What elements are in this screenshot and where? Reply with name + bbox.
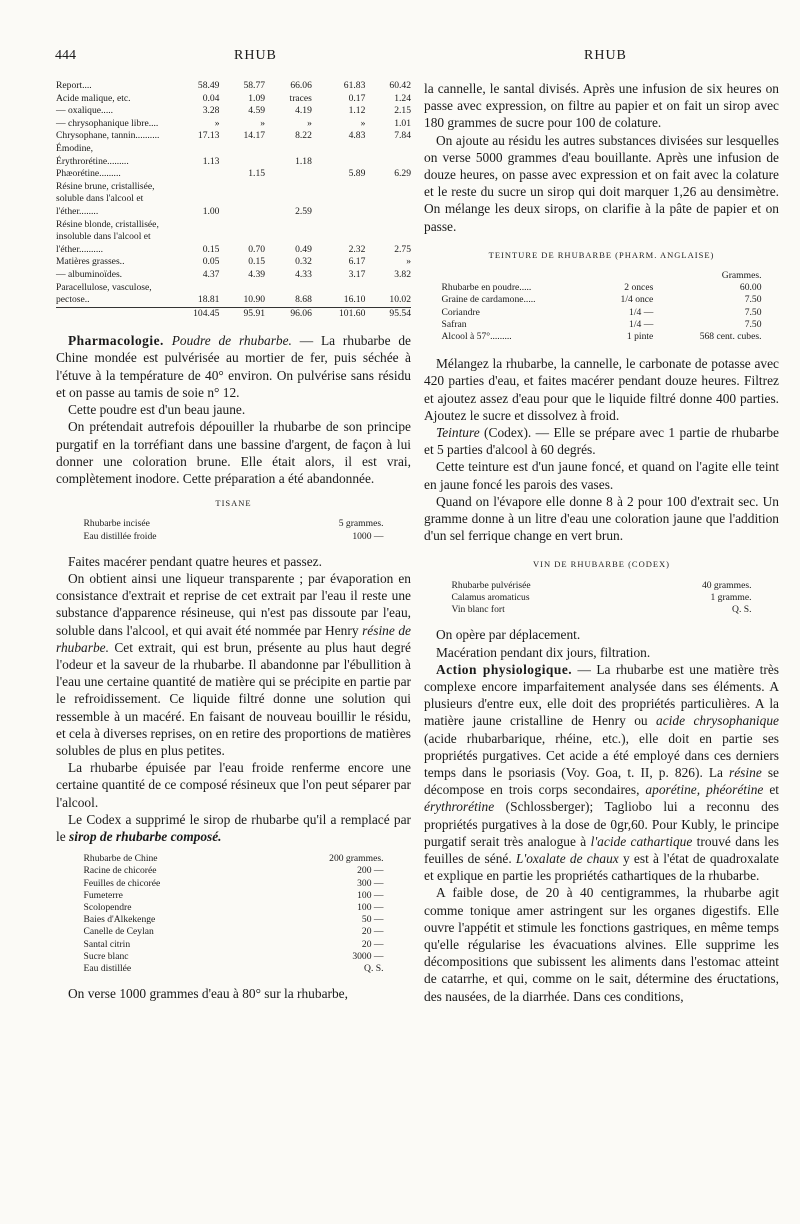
ingredient-name: Canelle de Ceylan [83, 926, 154, 938]
table-cell [265, 168, 312, 181]
ingredient-grams: 568 cent. cubes. [699, 331, 762, 343]
ingredient-quantity: Q. S. [364, 963, 384, 974]
paragraph-text: (Codex). — Elle se prépare avec 1 partie de rhubarbe et 5 parties d'alcool à 60 degrés. [424, 425, 779, 458]
total-cell: 96.06 [265, 307, 312, 320]
ingredient-name: Alcool à 57°......... [441, 331, 512, 343]
table-cell: 2.75 [394, 243, 411, 255]
table-cell: » [360, 117, 366, 129]
table-row [56, 130, 411, 143]
tisane-caption: TISANE [215, 498, 252, 509]
ingredient-name: Santal citrin [83, 938, 131, 950]
ingredient-quantity: 1000 — [352, 530, 384, 542]
recipe-row [452, 580, 752, 592]
paragraph: On prétendait autrefois dépouiller la rhubarbe de son principe purgatif en la torréfiant dans une bassine d'argent, de façon à lui donner une coloration brune. Elle était alors, il est vrai, complètement inodore. Cette préparation a été abandonnée. [56, 419, 411, 486]
italic-term: Teinture [436, 425, 480, 441]
ingredient-quantity: 3000 — [352, 950, 384, 962]
ingredient-name: Eau distillée froide [83, 530, 157, 542]
table-cell: 7.84 [394, 130, 411, 142]
paragraph-text: trouvé dans les feuilles de séné. [424, 833, 780, 866]
table-cell: 10.90 [243, 294, 266, 306]
recipe-row [452, 604, 752, 616]
paragraph-text: (acide rhubarbarique, rhéine, etc.), elle doit en partie ses propriétés purgatives. Cet acide a été employé dans ces derniers temps dans le psoriasis (Voy. Goa, t. II, p. 826). La [424, 730, 779, 780]
paragraph-text: On obtient ainsi une liqueur transparente ; par évaporation en consistance d'extrait et reprise de cet extrait par l'eau il reste une substance d'apparence résineuse, qui n'est pas dissoute par l'eau, soluble dans l'alcool, et qui avait été nommée par Henry [56, 570, 411, 638]
running-title-right: RHUB [584, 48, 627, 63]
paragraph [56, 570, 411, 759]
table-cell: 60.42 [389, 80, 411, 91]
table-row [56, 256, 411, 269]
table-row [56, 105, 411, 118]
paragraph: A faible dose, de 20 à 40 centigrammes, la rhubarbe agit comme tonique amer astringent sur les organes digestifs. Elle ouvre l'appétit et stimule les fonctions gastriques, en même temps qu'elle régularise les évacuations alvines. Elle supprime les décompositions que subissent les aliments dans l'estomac atteint de catarrhe, et qui, comme on le sait, détermine des éructations, des nausées, de la diarrhée. Dans ces conditions, [424, 885, 779, 1004]
ingredient-quantity: 40 grammes. [701, 579, 752, 591]
table-cell: 3.28 [202, 105, 220, 117]
table-cell: » [214, 117, 220, 129]
table-cell: 0.15 [248, 256, 266, 268]
table-row [56, 168, 411, 181]
row-label: Émodine, Érythrorétine......... [56, 142, 129, 167]
table-cell: 0.15 [202, 243, 220, 255]
table-cell [312, 181, 365, 219]
row-label: Report.... [56, 80, 92, 91]
table-row [56, 143, 411, 168]
ingredient-name: Baies d'Alkekenge [83, 914, 156, 926]
ingredient-quantity: 1 gramme. [710, 591, 752, 603]
ingredient-quantity: 2 onces [624, 282, 654, 294]
ingredient-quantity: Q. S. [732, 604, 752, 616]
ingredient-name: Eau distillée [83, 963, 132, 974]
table-cell: 0.04 [202, 92, 220, 104]
ingredient-quantity: 1/4 once [620, 294, 654, 306]
ingredient-name: Scolopendre [83, 901, 132, 913]
italic-term: L'oxalate de chaux [515, 850, 619, 866]
ingredient-quantity: 300 — [357, 877, 384, 889]
ingredient-quantity: 20 — [361, 938, 384, 950]
page-number: 444 [55, 48, 76, 63]
ingredient-quantity: 1/4 — [629, 306, 654, 318]
table-cell: 1.24 [394, 92, 411, 104]
pharmacology-subheading: Poudre de rhubarbe. [171, 333, 292, 349]
ingredient-quantity: 200 grammes. [329, 853, 384, 865]
table-cell: 1.01 [394, 117, 411, 129]
sirop-recipe [84, 853, 384, 975]
paragraph-text: se décompose en trois corps secondaires, [424, 764, 779, 798]
row-label: Paracellulose, vasculose, pectose.. [56, 281, 152, 306]
table-cell: 1.12 [348, 105, 366, 117]
table-cell: 1.13 [202, 155, 220, 167]
table-cell: 4.33 [295, 268, 312, 280]
left-column [56, 80, 411, 1002]
table-cell: 1.18 [295, 155, 312, 167]
table-cell: 0.70 [248, 243, 266, 255]
table-cell: 4.59 [248, 105, 266, 117]
paragraph-text: (Schlossberger); Tagliobo lui a reconnu des propriétés purgatives à la dose de 0gr,60. Pour Kubly, le principe purgatif serait très analogue à [424, 799, 779, 849]
paragraph-text: — La rhubarbe de Chine mondée est pulvérisée au mortier de fer, puis séchée à l'étuve à la température de 40° environ. On pulvérise sans résidu et on passe au tamis de soie n° 12. [56, 333, 411, 400]
running-title-left: RHUB [234, 48, 277, 63]
table-cell: 4.19 [295, 105, 312, 117]
table-cell: 10.02 [389, 294, 411, 306]
table-cell [219, 143, 265, 168]
recipe-row [84, 914, 384, 926]
table-cell: » [260, 117, 266, 129]
paragraph [424, 424, 779, 458]
ingredient-quantity: 1/4 — [629, 318, 654, 330]
italic-term: acide chrysophanique [656, 713, 779, 729]
paragraph: Cette teinture est d'un jaune foncé, et quand on l'agite elle teint en jaune foncé les parois des vases. [424, 459, 779, 492]
row-label: — chrysophanique libre.... [56, 117, 159, 129]
recipe-row [84, 865, 384, 877]
row-label: — albuminoïdes. [56, 268, 123, 280]
table-cell [365, 143, 411, 168]
table-cell: 4.83 [348, 130, 366, 142]
recipe-row [442, 294, 762, 306]
table-cell: 17.13 [197, 130, 220, 142]
table-cell: 61.83 [343, 80, 366, 91]
recipe-row [442, 331, 762, 343]
table-row [56, 269, 411, 282]
composition-table [56, 80, 411, 320]
recipe-row [84, 939, 384, 951]
table-cell: 6.29 [394, 168, 411, 180]
paragraph [56, 811, 411, 845]
paragraph: Faites macérer pendant quatre heures et passez. [68, 553, 322, 569]
italic-term: résine [729, 764, 762, 780]
recipe-row [84, 853, 384, 865]
ingredient-name: Coriandre [441, 306, 480, 318]
row-label: Résine blonde, cristallisée, insoluble dans l'alcool et l'éther.......... [56, 218, 159, 255]
ingredient-grams: 7.50 [744, 294, 762, 306]
recipe-row [84, 926, 384, 938]
recipe-row [84, 963, 384, 975]
ingredient-name: Graine de cardamone..... [441, 294, 536, 306]
table-cell: 18.81 [197, 294, 220, 306]
paragraph-text: Cet extrait, qui est brun, présente au plus haut degré l'odeur et la saveur de la rhubarbe. Il abandonne par l'ébullition à l'eau une certaine quantité de matière qui se précipite en partie par le refroidissement. Ce liquide filtré donne une solution qui ressemble à un macéré. En faisant de nouveau bouillir le résidu, et cela à diverses reprises, on en retire des proportions de matières solubles de plus en plus petites. [56, 639, 411, 758]
row-label [56, 307, 166, 320]
total-cell: 104.45 [166, 307, 219, 320]
total-cell: 95.54 [365, 307, 411, 320]
action-heading: Action physiologique. [436, 661, 573, 677]
table-cell: 3.82 [394, 268, 411, 280]
recipe-row [442, 319, 762, 331]
table-cell: 4.37 [202, 268, 220, 280]
table-cell: 8.68 [295, 294, 312, 306]
ingredient-quantity: 20 — [361, 926, 384, 938]
table-cell: 8.22 [295, 130, 312, 142]
recipe-row [84, 890, 384, 902]
table-row [56, 118, 411, 131]
table-cell: 1.15 [248, 168, 266, 180]
paragraph-text: — La rhubarbe est une matière très complexe encore imparfaitement analysée dans ses éléments. A plusieurs d'entre eux, elle doit des propriétés particulières. A la matière jaune cristalline de Henry ou [424, 661, 779, 729]
paragraph: Cette poudre est d'un beau jaune. [68, 402, 246, 418]
table-cell: 1.00 [202, 205, 220, 217]
pharmacology-paragraph [56, 332, 411, 401]
teinture-recipe [442, 270, 762, 343]
row-label: — oxalique..... [56, 105, 114, 117]
ingredient-name: Rhubarbe de Chine [83, 853, 158, 865]
total-cell: 95.91 [219, 307, 265, 320]
table-cell: 2.32 [348, 243, 366, 255]
page-header [0, 48, 800, 68]
table-cell: 0.05 [202, 256, 220, 268]
recipe-row [84, 951, 384, 963]
italic-term: l'acide cathartique [590, 833, 693, 849]
paragraph: Mélangez la rhubarbe, la cannelle, le carbonate de potasse avec 420 parties d'eau, et faites macérer pendant douze heures. Filtrez et ajoutez assez d'eau pour que le liquide filtré donne 400 parties. Ajoutez le sucre et dissolvez à froid. [424, 356, 779, 423]
ingredient-quantity: 5 grammes. [338, 518, 384, 530]
totals-row [56, 307, 411, 320]
paragraph-text: y est à l'état de quadroxalate et explique en partie les propriétés cathartiques de la rhubarbe. [424, 850, 779, 884]
vin-caption: VIN DE RHUBARBE (CODEX) [532, 559, 671, 570]
ingredient-name: Racine de chicorée [83, 865, 157, 877]
table-row [56, 93, 411, 106]
ingredient-quantity: 100 — [357, 889, 384, 901]
table-cell [365, 181, 411, 219]
ingredient-grams: 7.50 [744, 306, 762, 318]
table-cell: 6.17 [348, 256, 366, 268]
paragraph: La rhubarbe épuisée par l'eau froide renferme encore une certaine quantité de ce composé résineux que l'on peut séparer par l'alcool. [56, 760, 411, 810]
paragraph: On ajoute au résidu les autres substances divisées sur lesquelles on verse 5000 grammes d'eau bouillante. Après une infusion de douze heures, on passe avec expression et on fait avec la colature et le reste du sucre un sirop qui doit marquer 1,26 au densimètre. On mélange les deux sirops, on clarifie à la pâte de papier et on passe. [424, 132, 779, 234]
italic-term: résine de rhubarbe. [56, 622, 411, 655]
ingredient-grams: 60.00 [739, 282, 762, 294]
ingredient-name: Safran [441, 318, 467, 330]
italic-term: sirop de rhubarbe composé. [69, 828, 222, 844]
table-cell [166, 168, 219, 181]
table-cell: 58.77 [243, 80, 266, 91]
teinture-caption: TEINTURE DE RHUBARBE (PHARM. ANGLAISE) [488, 249, 715, 260]
ingredient-quantity: 50 — [361, 914, 384, 926]
row-label: Résine brune, cristallisée, soluble dans l'alcool et l'éther........ [56, 180, 155, 217]
ingredient-name: Rhubarbe pulvérisée [451, 579, 531, 591]
paragraph-text: Le Codex a supprimé le sirop de rhubarbe qu'il a remplacé par le [56, 811, 411, 844]
table-cell: 14.17 [243, 130, 266, 142]
paragraph: Quand on l'évapore elle donne 8 à 2 pour 100 d'extrait sec. Un gramme donne à un litre d'eau une coloration jaune que l'addition d'un sel ferrique change en vert brun. [424, 493, 779, 544]
paragraph: On opère par déplacement. [436, 627, 581, 643]
table-cell: 3.17 [348, 268, 366, 280]
ingredient-grams: 7.50 [744, 318, 762, 330]
table-row [56, 80, 411, 93]
tisane-recipe [84, 518, 384, 542]
ingredient-name: Feuilles de chicorée [83, 877, 161, 889]
unit-label: Grammes. [721, 270, 762, 282]
table-cell: 58.49 [197, 80, 220, 91]
ingredient-name: Vin blanc fort [451, 604, 505, 616]
vin-recipe [452, 580, 752, 617]
table-cell: 0.32 [295, 256, 312, 268]
table-cell: » [406, 256, 411, 268]
table-row [56, 219, 411, 257]
ingredient-quantity: 200 — [357, 865, 384, 877]
recipe-row [84, 902, 384, 914]
table-cell: 2.59 [295, 205, 312, 217]
total-cell: 101.60 [312, 307, 365, 320]
ingredient-name: Rhubarbe incisée [83, 518, 150, 530]
table-row [56, 282, 411, 308]
ingredient-name: Fumeterre [83, 889, 123, 901]
ingredient-quantity: 1 pinte [626, 331, 654, 343]
row-label: Phæorétine......... [56, 168, 121, 180]
ingredient-quantity: 100 — [357, 901, 384, 913]
table-cell: 2.15 [394, 105, 411, 117]
paragraph-text: et [763, 782, 779, 798]
italic-term: aporétine, phéorétine [645, 782, 764, 798]
paragraph: la cannelle, le santal divisés. Après une infusion de six heures on passe avec expression, on filtre au papier et on fait un sirop avec 180 grammes de sucre pour 100 de colature. [424, 81, 779, 131]
recipe-row [442, 282, 762, 294]
recipe-row [452, 592, 752, 604]
paragraph [424, 661, 779, 885]
recipe-row [442, 307, 762, 319]
table-cell: » [307, 117, 312, 129]
table-cell: 4.39 [248, 268, 266, 280]
ingredient-name: Calamus aromaticus [451, 591, 530, 603]
table-cell: 0.49 [295, 243, 312, 255]
recipe-row [84, 531, 384, 543]
paragraph: Macération pendant dix jours, filtration. [436, 644, 651, 660]
table-cell: 1.09 [248, 92, 266, 104]
table-cell: 16.10 [343, 294, 366, 306]
ingredient-name: Sucre blanc [83, 950, 129, 962]
table-cell [312, 143, 365, 168]
row-label: Matières grasses.. [56, 256, 125, 268]
table-cell: 0.17 [348, 92, 366, 104]
paragraph: On verse 1000 grammes d'eau à 80° sur la rhubarbe, [68, 986, 348, 1002]
recipe-row [84, 878, 384, 890]
table-cell: 5.89 [348, 168, 366, 180]
pharmacology-heading: Pharmacologie. [68, 333, 164, 349]
table-row [56, 181, 411, 219]
ingredient-name: Rhubarbe en poudre..... [441, 282, 532, 294]
italic-term: érythrorétine [424, 799, 495, 815]
row-label: Acide malique, etc. [56, 92, 131, 104]
table-cell: traces [289, 92, 312, 104]
row-label: Chrysophane, tannin.......... [56, 130, 160, 142]
recipe-row [84, 518, 384, 530]
table-cell [219, 181, 265, 219]
right-column [424, 80, 779, 1005]
table-cell: 66.06 [290, 80, 312, 91]
